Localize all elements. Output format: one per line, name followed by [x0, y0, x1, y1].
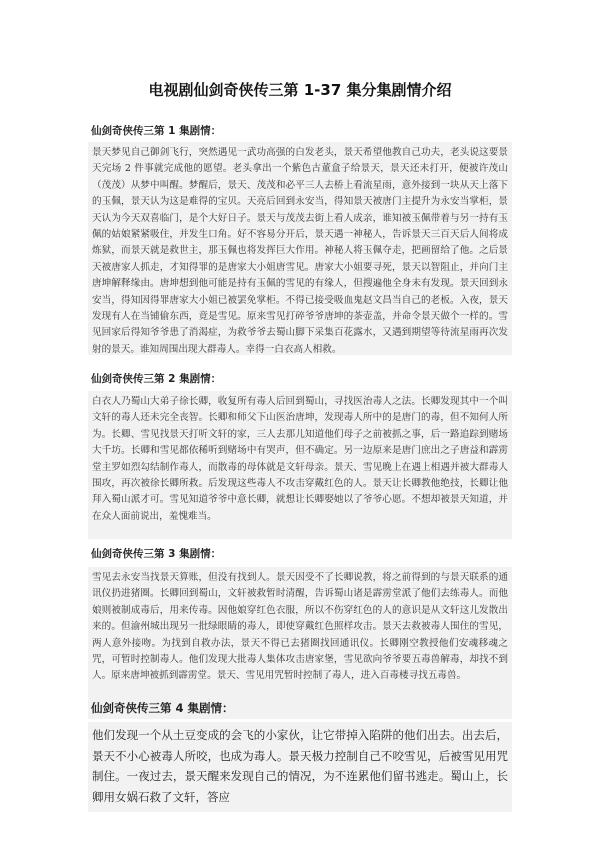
document-title: 电视剧仙剑奇侠传三第 1-37 集分集剧情介绍 [148, 81, 452, 99]
episode-1-heading: 仙剑奇侠传三第 1 集剧情： [91, 125, 222, 137]
episode-2-box [88, 391, 512, 539]
episode-4-box [88, 722, 512, 812]
episode-2-heading: 仙剑奇侠传三第 2 集剧情： [91, 373, 222, 385]
episode-4-paragraph: 他们发现一个从土豆变成的会飞的小家伙，让它带掉入陷阱的他们出去。出去后，景天不小心被毒人所咬，也成为毒人。景天极力控制自己不咬雪见，后被雪见用咒制住。一夜过去，景天醒来发现自己的情况，为不连累他们留书逃走。蜀山上，长卿用女娲石救了文轩，答应 [92, 728, 508, 804]
episode-1-box [88, 142, 512, 355]
episode-2-paragraph: 白衣人乃蜀山大弟子徐长卿，收复所有毒人后回到蜀山，寻找医治毒人之法。长卿发现其中一个叫文轩的毒人还未完全丧智。长卿和师父下山医治唐坤，发现毒人所中的是唐门的毒，但不知何人所为。长卿、雪见找景天打听文轩的家，三人去那儿知道他们母子之前被抓之事，后一路追踪到赌场大千坊。长卿和雪见都依稀听到赌场中有哭声，但不确定。另一边原来是唐门庶出之子唐益和霹雳堂主罗如烈勾结制作毒人，而散毒的母体就是文轩母亲。景天、雪见晚上在遇上相遇并被大群毒人围攻，再次被徐长卿所救。后发现这些毒人不攻击穿戴红色的人。景天让长卿教他绝技，长卿让他拜入蜀山派才可。雪见知道爷爷中意长卿，就想让长卿娶她以了爷爷心愿。不想却被景天知道，并在众人面前说出，羞愧难当。 [92, 396, 508, 522]
episode-3-box [88, 567, 512, 699]
episode-4-heading: 仙剑奇侠传三第 4 集剧情： [91, 701, 234, 715]
episode-1-paragraph: 景天梦见自己御剑飞行，突然遇见一武功高强的白发老头，景天希望他教自己功夫，老头说这要景天完场 2 件事就完成他的愿望。老头拿出一个紫色古董盒子给景天，景天还未打开，便被许茂山（茂茂）从梦中叫醒。梦醒后，景天、茂茂和必平三人去桥上看流星雨，意外接到一块从天上落下的玉佩，景天认为这是难得的宝贝。天亮后回到永安当，得知景天被唐门主提升为永安当掌柜，景天认为今天双喜临门，是个大好日子。景天与茂茂去街上看人成亲，谁知被玉佩带着与另一持有玉佩的姑娘紧紧吸住，并发生口角。好不容易分开后，景天遇一神秘人，告诉景天三百天后人间将成炼狱，而景天就是救世主，那玉佩也将发挥巨大作用。神秘人将玉佩夺走，把画留给了他。之后景天被唐家人抓走，才知得罪的是唐家大小姐唐雪见。唐家大小姐要寻死，景天以智阻止，并向门主唐坤解释缘由。唐坤想到他可能是持有玉佩的雪见的有缘人，但搜遍他全身未有发现。景天回到永安当，得知因得罪唐家大小姐已被罢免掌柜。不得已接受吸血鬼赵文昌当自己的老板。入夜，景天发现有人在当铺偷东西，竟是雪见。原来雪见打碎爷爷唐坤的茶壶盖，并命令景天做个一样的。雪见回家后得知爷爷患了消渴症，为救爷爷去蜀山脚下采集百花露水，又遇到期望等待流星雨再次发射的景天。谁知周围出现大群毒人。幸得一白衣高人相救。 [92, 147, 508, 355]
episode-3-paragraph: 雪见去永安当找景天算账，但没有找到人。景天因受不了长卿说教，将之前得到的与景天联系的通讯仪扔进猪圈。长卿回到蜀山，文轩被救暂时清醒，告诉蜀山诸是霹雳堂派了他们去练毒人。而他娘则被制成毒后，用来传毒。因他娘穿红色衣服，所以不伤穿红色的人的意识是从文轩这儿发散出来的。但渝州城出现另一批绿眼睛的毒人，即使穿戴红色照样攻击。景天去救被毒人围住的雪见，两人意外接吻。为找到自救办法，景天不得已去猪圈找回通讯仪。长卿刚空教授他们安魂移魂之咒，可暂时控制毒人。他们发现大批毒人集体攻击唐家堡，雪见欲向爷爷要五毒兽解毒，却找不到人。原来唐坤被抓到霹雳堂。景天、雪见用咒暂时控制了毒人，进入百毒楼寻找五毒兽。 [92, 572, 508, 682]
episode-3-heading: 仙剑奇侠传三第 3 集剧情： [91, 548, 222, 560]
